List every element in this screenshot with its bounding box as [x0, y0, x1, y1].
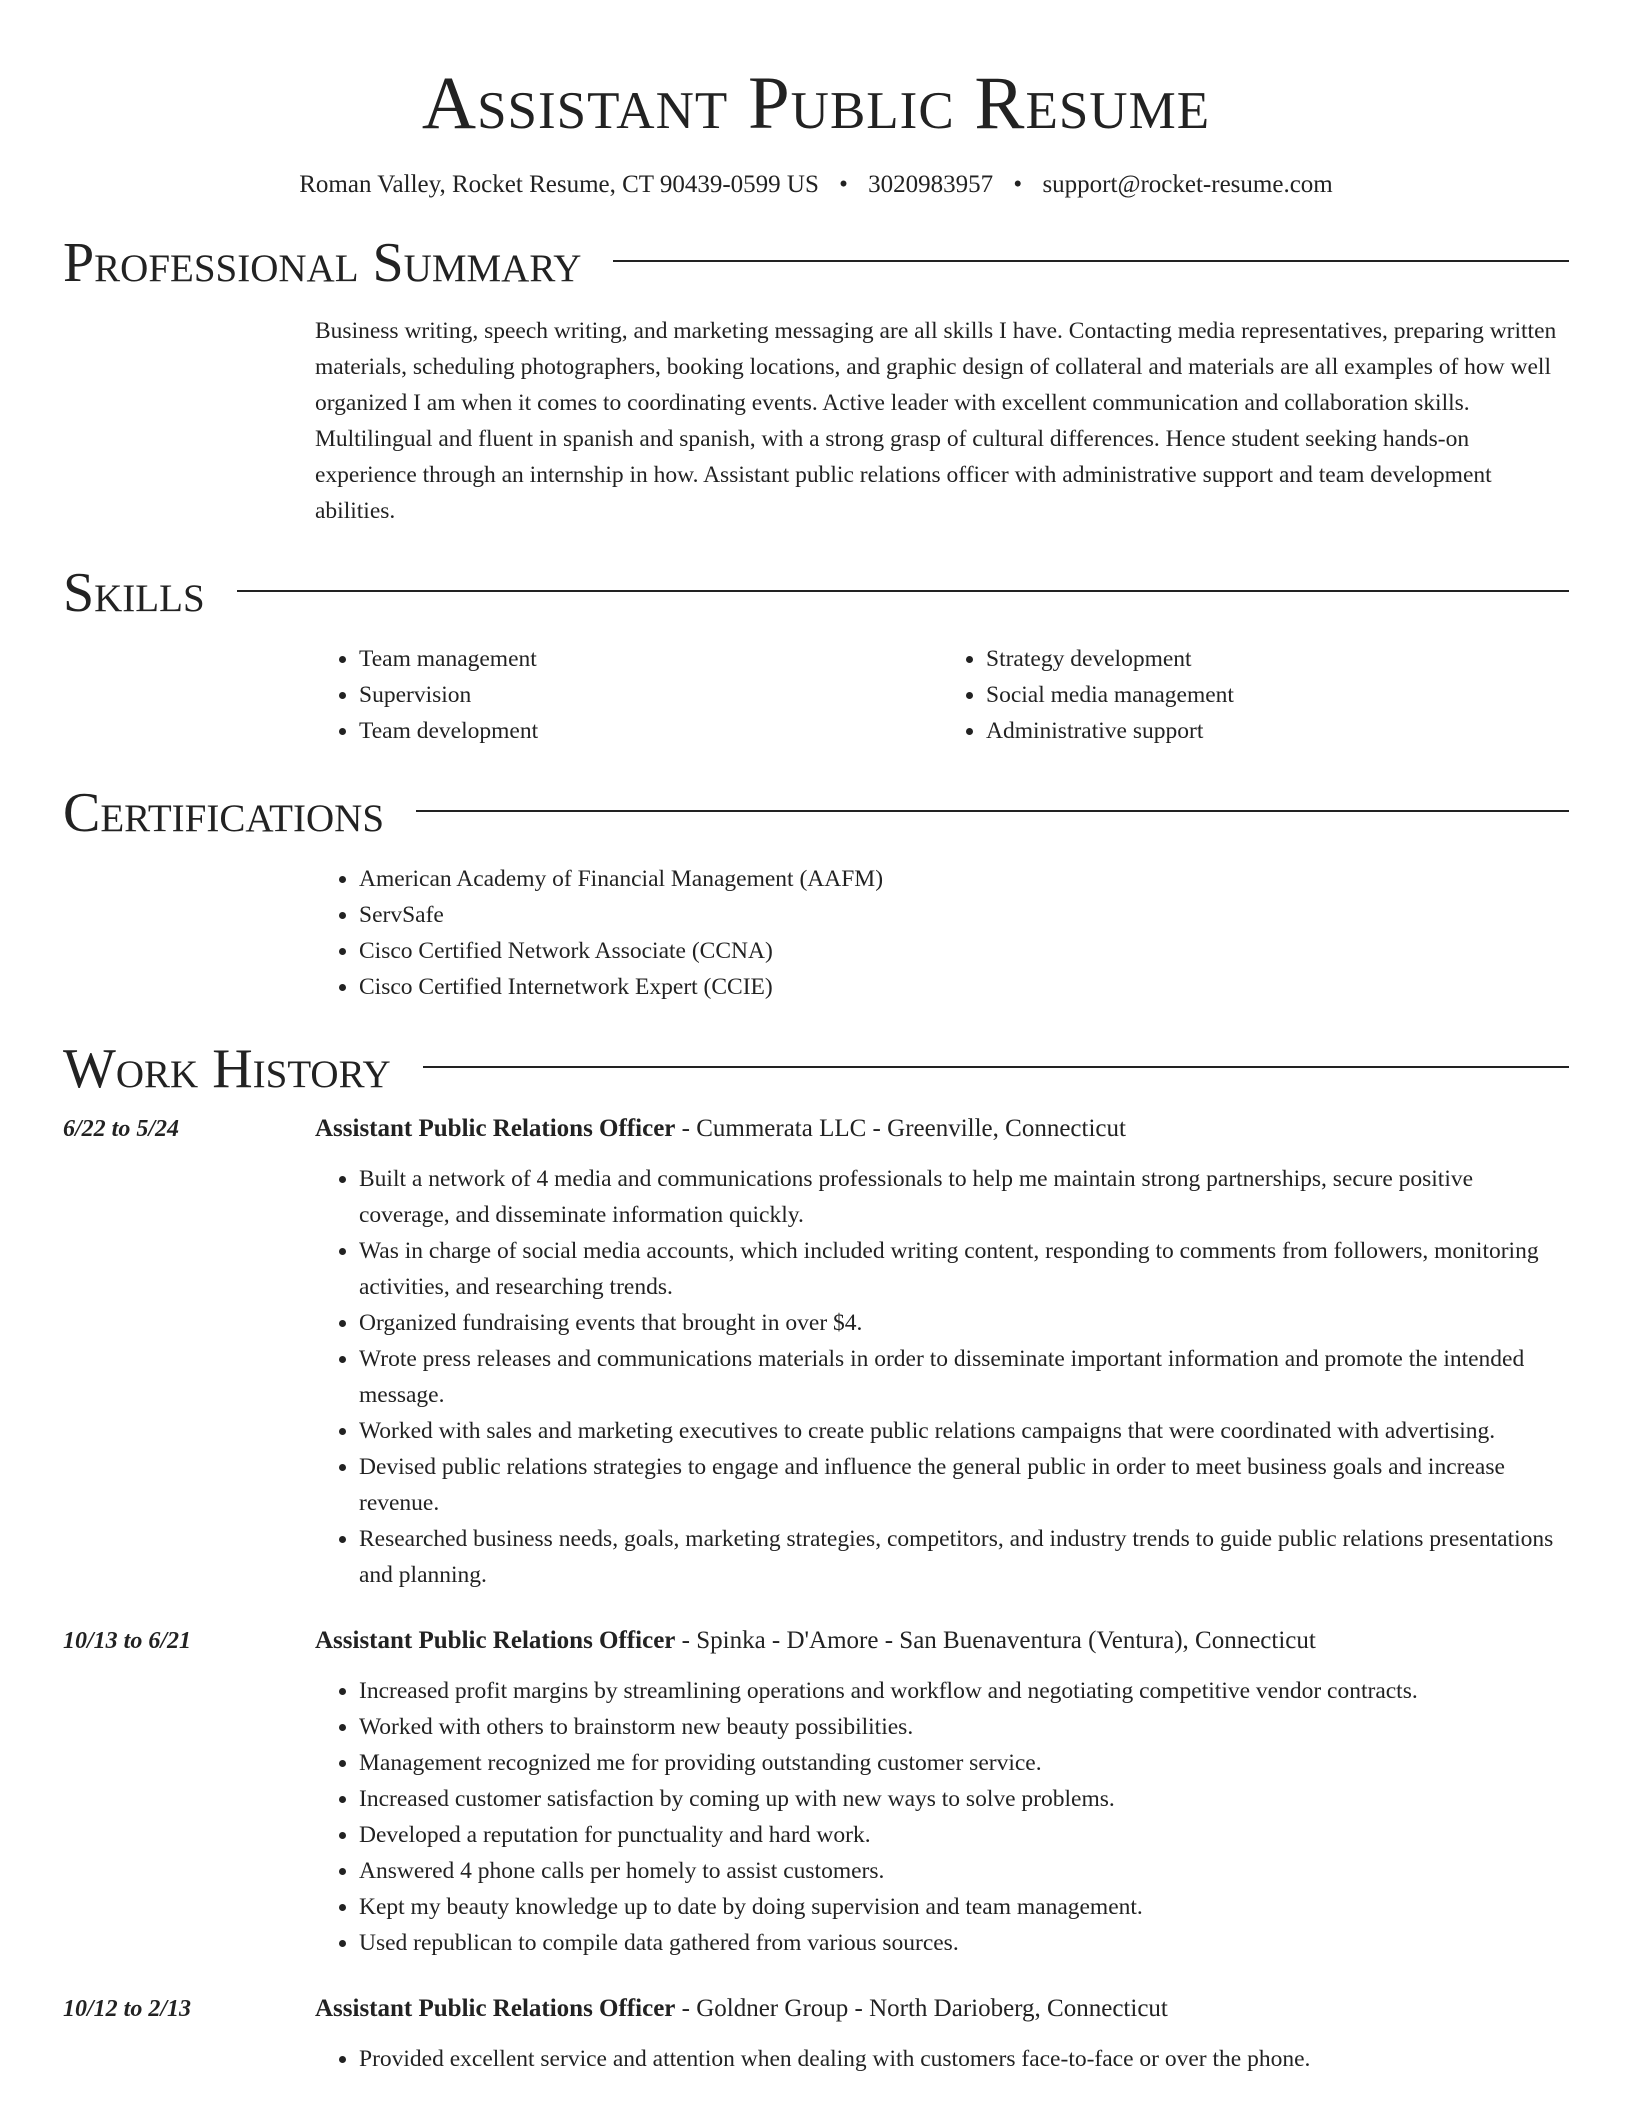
- job-content: [315, 1991, 1569, 2077]
- job-company: - Goldner Group - North Darioberg, Connecticut: [681, 1995, 1168, 2022]
- skills-section-header: [63, 562, 1569, 624]
- job-dates: 10/13 to 6/21: [63, 1628, 192, 1654]
- job-bullet: • Researched business needs, goals, marketing strategies, competitors, and industry trends to guide public relations presentations and planning.: [359, 1521, 1569, 1593]
- skills-column-left: [315, 641, 942, 749]
- skill-item: • Supervision: [359, 677, 942, 713]
- certifications-heading: Certifications: [63, 782, 385, 844]
- job-company: - Spinka - D'Amore - San Buenaventura (Ventura), Connecticut: [681, 1627, 1316, 1654]
- certification-item: • Cisco Certified Network Associate (CCNA): [359, 933, 1569, 969]
- summary-section-header: [63, 232, 1569, 294]
- job-entry: [63, 1111, 1569, 1593]
- job-bullet: • Provided excellent service and attention when dealing with customers face-to-face or over the phone.: [359, 2041, 1569, 2077]
- job-title: Assistant Public Relations Officer: [315, 1627, 676, 1654]
- contact-email: support@rocket-resume.com: [1042, 171, 1333, 198]
- contact-phone: 3020983957: [868, 171, 994, 198]
- skills-heading: Skills: [63, 562, 205, 624]
- job-bullet: • Answered 4 phone calls per homely to assist customers.: [359, 1853, 1569, 1889]
- summary-text: Business writing, speech writing, and marketing messaging are all skills I have. Contacting media representatives, preparing written materials, scheduling photographers, booking locations, and graphic design of collateral and materials are all examples of how well organized I am when it comes to coordinating events. Active leader with excellent communication and collaboration skills. Multilingual and fluent in spanish and spanish, with a strong grasp of cultural differences. Hence student seeking hands-on experience through an internship in how. Assistant public relations officer with administrative support and team development abilities.: [315, 318, 1557, 524]
- job-entry: [63, 1991, 1569, 2077]
- job-bullet: • Increased customer satisfaction by coming up with new ways to solve problems.: [359, 1781, 1569, 1817]
- job-bullet: • Worked with others to brainstorm new beauty possibilities.: [359, 1709, 1569, 1745]
- job-company: - Cummerata LLC - Greenville, Connecticut: [681, 1115, 1126, 1142]
- certification-item: • American Academy of Financial Management (AAFM): [359, 861, 1569, 897]
- certification-item: • ServSafe: [359, 897, 1569, 933]
- certification-item: • Cisco Certified Internetwork Expert (CCIE): [359, 969, 1569, 1005]
- job-title: Assistant Public Relations Officer: [315, 1995, 676, 2022]
- work-history-heading: Work History: [63, 1038, 391, 1100]
- job-title-line: [315, 1111, 1569, 1147]
- certifications-list: [315, 861, 1569, 1005]
- section-divider: [613, 260, 1569, 262]
- job-bullet: • Developed a reputation for punctuality and hard work.: [359, 1817, 1569, 1853]
- job-bullet: • Built a network of 4 media and communications professionals to help me maintain strong partnerships, secure positive coverage, and disseminate information quickly.: [359, 1161, 1569, 1233]
- job-bullet: • Devised public relations strategies to engage and influence the general public in order to meet business goals and increase revenue.: [359, 1449, 1569, 1521]
- job-title-line: [315, 1623, 1569, 1659]
- job-bullet: • Increased profit margins by streamlining operations and workflow and negotiating competitive vendor contracts.: [359, 1673, 1569, 1709]
- job-bullets: [315, 1673, 1569, 1961]
- job-content: [315, 1623, 1569, 1961]
- job-title-line: [315, 1991, 1569, 2027]
- skill-item: • Team management: [359, 641, 942, 677]
- section-divider: [423, 1066, 1569, 1068]
- job-dates: 10/12 to 2/13: [63, 1996, 192, 2022]
- skill-item: • Social media management: [986, 677, 1569, 713]
- contact-separator: •: [839, 171, 848, 198]
- skills-column-right: [942, 641, 1569, 749]
- job-bullets: [315, 2041, 1569, 2077]
- work-history-section-header: [63, 1038, 1569, 1100]
- job-bullet: • Organized fundraising events that brought in over $4.: [359, 1305, 1569, 1341]
- certifications-section-header: [63, 782, 1569, 844]
- certifications-bullets: [315, 861, 1569, 1005]
- job-dates: 6/22 to 5/24: [63, 1116, 180, 1142]
- summary-heading: Professional Summary: [63, 232, 582, 294]
- skills-list: [315, 641, 1569, 749]
- section-divider: [416, 810, 1569, 812]
- job-title: Assistant Public Relations Officer: [315, 1115, 676, 1142]
- contact-line: [63, 171, 1569, 199]
- job-bullet: • Worked with sales and marketing executives to create public relations campaigns that were coordinated with advertising.: [359, 1413, 1569, 1449]
- job-bullet: • Was in charge of social media accounts, which included writing content, responding to comments from followers, monitoring activities, and researching trends.: [359, 1233, 1569, 1305]
- job-content: [315, 1111, 1569, 1593]
- job-bullet: • Management recognized me for providing outstanding customer service.: [359, 1745, 1569, 1781]
- job-bullet: • Used republican to compile data gathered from various sources.: [359, 1925, 1569, 1961]
- section-divider: [237, 590, 1569, 592]
- job-bullets: [315, 1161, 1569, 1593]
- resume-title: Assistant Public Resume: [421, 62, 1211, 145]
- contact-separator: •: [1013, 171, 1023, 198]
- job-bullet: • Wrote press releases and communications materials in order to disseminate important information and promote the intended message.: [359, 1341, 1569, 1413]
- skill-item: • Administrative support: [986, 713, 1569, 749]
- job-bullet: • Kept my beauty knowledge up to date by doing supervision and team management.: [359, 1889, 1569, 1925]
- skill-item: • Team development: [359, 713, 942, 749]
- job-entry: [63, 1623, 1569, 1961]
- skill-item: • Strategy development: [986, 641, 1569, 677]
- contact-address: Roman Valley, Rocket Resume, CT 90439-0599 US: [299, 171, 819, 198]
